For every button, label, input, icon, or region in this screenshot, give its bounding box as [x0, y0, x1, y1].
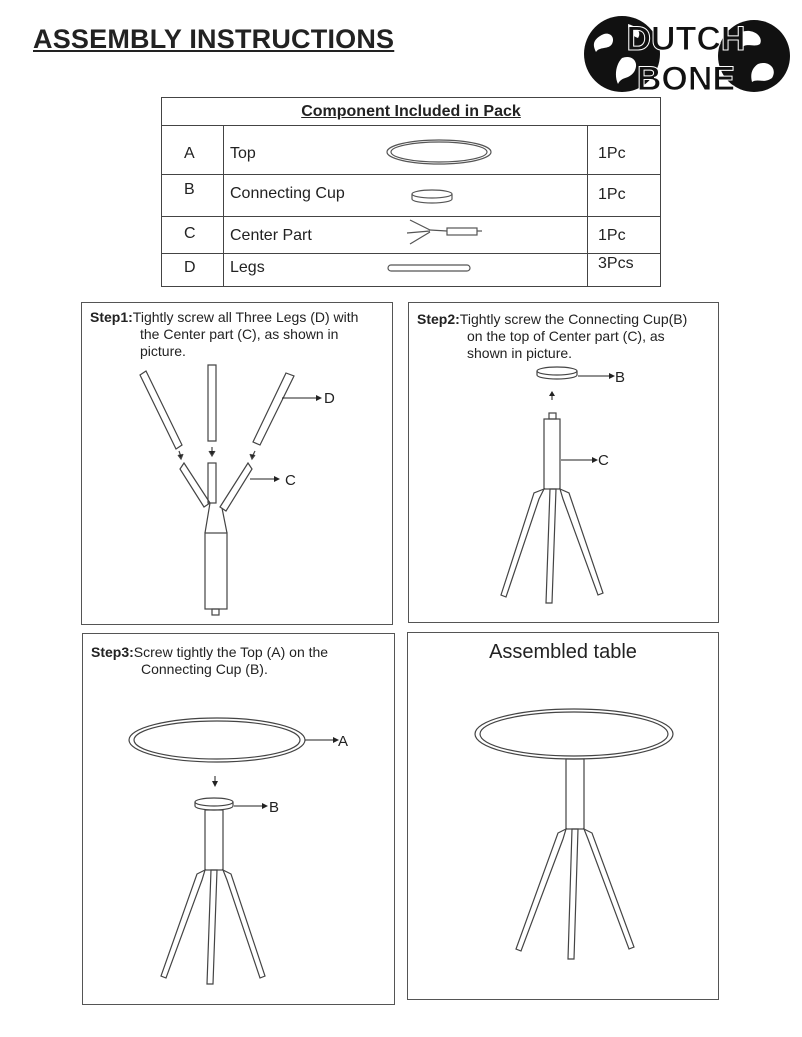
component-qty: 1Pc [598, 227, 626, 244]
step-text: picture. [140, 343, 186, 359]
assembled-panel [407, 632, 719, 1000]
cup-sketch [412, 190, 452, 198]
components-table [161, 97, 661, 287]
step-text: Tightly screw the Connecting Cup(B) [459, 311, 688, 327]
step-2-illustration [409, 303, 718, 622]
center-part-sketch [447, 228, 477, 235]
component-name: Center Part [230, 227, 312, 244]
page-title: ASSEMBLY INSTRUCTIONS [33, 24, 395, 54]
component-sketches [162, 98, 662, 288]
center-part-sketch [566, 759, 584, 829]
components-table-heading: Component Included in Pack [301, 103, 521, 120]
step-text: shown in picture. [467, 345, 573, 361]
tabletop-sketch [475, 709, 673, 759]
leg-sketch [208, 365, 216, 441]
callout-label: A [338, 733, 349, 750]
component-letter: C [184, 225, 196, 242]
component-qty: 1Pc [598, 186, 626, 203]
step-3-panel [82, 633, 395, 1005]
assembled-heading: Assembled table [489, 641, 637, 663]
logo-line-2: BONE [636, 60, 736, 96]
leg-sketch [140, 371, 182, 449]
center-part-sketch [544, 419, 560, 489]
step-text: Connecting Cup (B). [141, 661, 268, 677]
center-part-sketch [205, 810, 223, 870]
step-2-panel [408, 302, 719, 623]
component-letter: D [184, 259, 196, 276]
callout-label: C [598, 452, 609, 469]
step-1-illustration [82, 303, 392, 624]
brand-logo [582, 14, 790, 101]
component-letter: A [184, 145, 195, 162]
step-text: on the top of Center part (C), as [467, 328, 665, 344]
step-3-illustration [83, 634, 394, 1004]
step-label: Step3: [91, 644, 134, 660]
center-part-sketch [205, 533, 227, 609]
cup-sketch [195, 798, 233, 806]
callout-label: B [615, 369, 626, 386]
assembled-illustration [408, 633, 718, 999]
component-name: Top [230, 145, 256, 162]
globe-logo-icon [582, 14, 790, 96]
component-letter: B [184, 181, 195, 198]
cup-sketch [537, 367, 577, 375]
callout-label: B [269, 799, 280, 816]
component-qty: 3Pcs [598, 255, 634, 272]
step-text: the Center part (C), as shown in [140, 326, 339, 342]
step-label: Step2: [417, 311, 460, 327]
tabletop-sketch [387, 140, 491, 164]
logo-line-1: DUTCH [626, 20, 746, 58]
component-name: Legs [230, 259, 265, 276]
tabletop-sketch [129, 718, 305, 762]
step-text: Screw tightly the Top (A) on the [133, 644, 329, 660]
component-qty: 1Pc [598, 145, 626, 162]
step-1-panel [81, 302, 393, 625]
leg-sketch [253, 373, 294, 445]
callout-label: D [324, 390, 335, 407]
callout-label: C [285, 472, 296, 489]
leg-sketch [388, 265, 470, 271]
component-name: Connecting Cup [230, 185, 345, 202]
step-text: Tightly screw all Three Legs (D) with [132, 309, 359, 325]
step-label: Step1: [90, 309, 133, 325]
